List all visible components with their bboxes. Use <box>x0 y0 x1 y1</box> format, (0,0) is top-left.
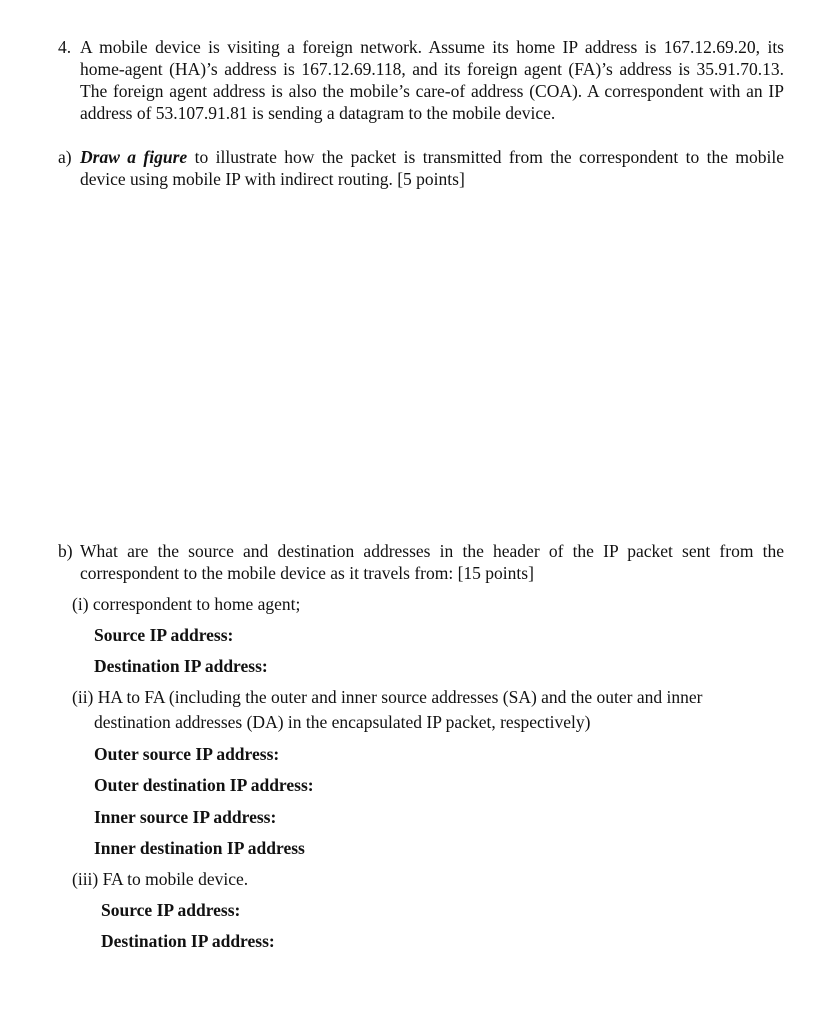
sub-ii-outer-destination-label: Outer destination IP address: <box>94 775 314 795</box>
sub-iii-destination-label: Destination IP address: <box>101 931 275 951</box>
sub-ii-inner-source-label: Inner source IP address: <box>94 807 277 827</box>
part-b-label: b) <box>58 541 73 561</box>
part-b <box>58 540 784 584</box>
part-a-emphasis: Draw a figure <box>80 147 188 167</box>
part-b-text: What are the source and destination addresses in the header of the IP packet sent from the correspondent to the mobile device as it travels from: [15 points] <box>80 541 784 583</box>
sub-iii-source-label: Source IP address: <box>101 900 241 920</box>
sub-i-source-label: Source IP address: <box>94 625 234 645</box>
question-text: A mobile device is visiting a foreign network. Assume its home IP address is 167.12.69.20, its home-agent (HA)’s address is 167.12.69.118, and its foreign agent (FA)’s address is 35.91.70.13. The foreign agent address is also the mobile’s care-of address (COA). A correspondent with an IP address of 53.107.91.81 is sending a datagram to the mobile device. <box>80 37 784 123</box>
sub-i-destination-label: Destination IP address: <box>94 656 268 676</box>
sub-ii-heading-line1: (ii) HA to FA (including the outer and inner source addresses (SA) and the outer and inner <box>72 687 703 707</box>
sub-iii-heading: (iii) FA to mobile device. <box>72 869 249 889</box>
figure-drawing-area[interactable] <box>58 200 784 530</box>
question-number: 4. <box>58 37 72 57</box>
sub-i-heading: (i) correspondent to home agent; <box>72 594 301 614</box>
sub-ii-heading-line2: destination addresses (DA) in the encapsulated IP packet, respectively) <box>94 712 591 732</box>
question-4 <box>58 36 784 124</box>
part-a <box>58 146 784 190</box>
part-a-label: a) <box>58 147 72 167</box>
part-a-instruction: to illustrate how the packet is transmitted from the correspondent to the mobile device using mobile IP with indirect routing. [5 points] <box>80 147 784 189</box>
sub-ii-inner-destination-label: Inner destination IP address <box>94 838 305 858</box>
sub-ii-outer-source-label: Outer source IP address: <box>94 744 280 764</box>
part-a-text <box>80 146 784 190</box>
